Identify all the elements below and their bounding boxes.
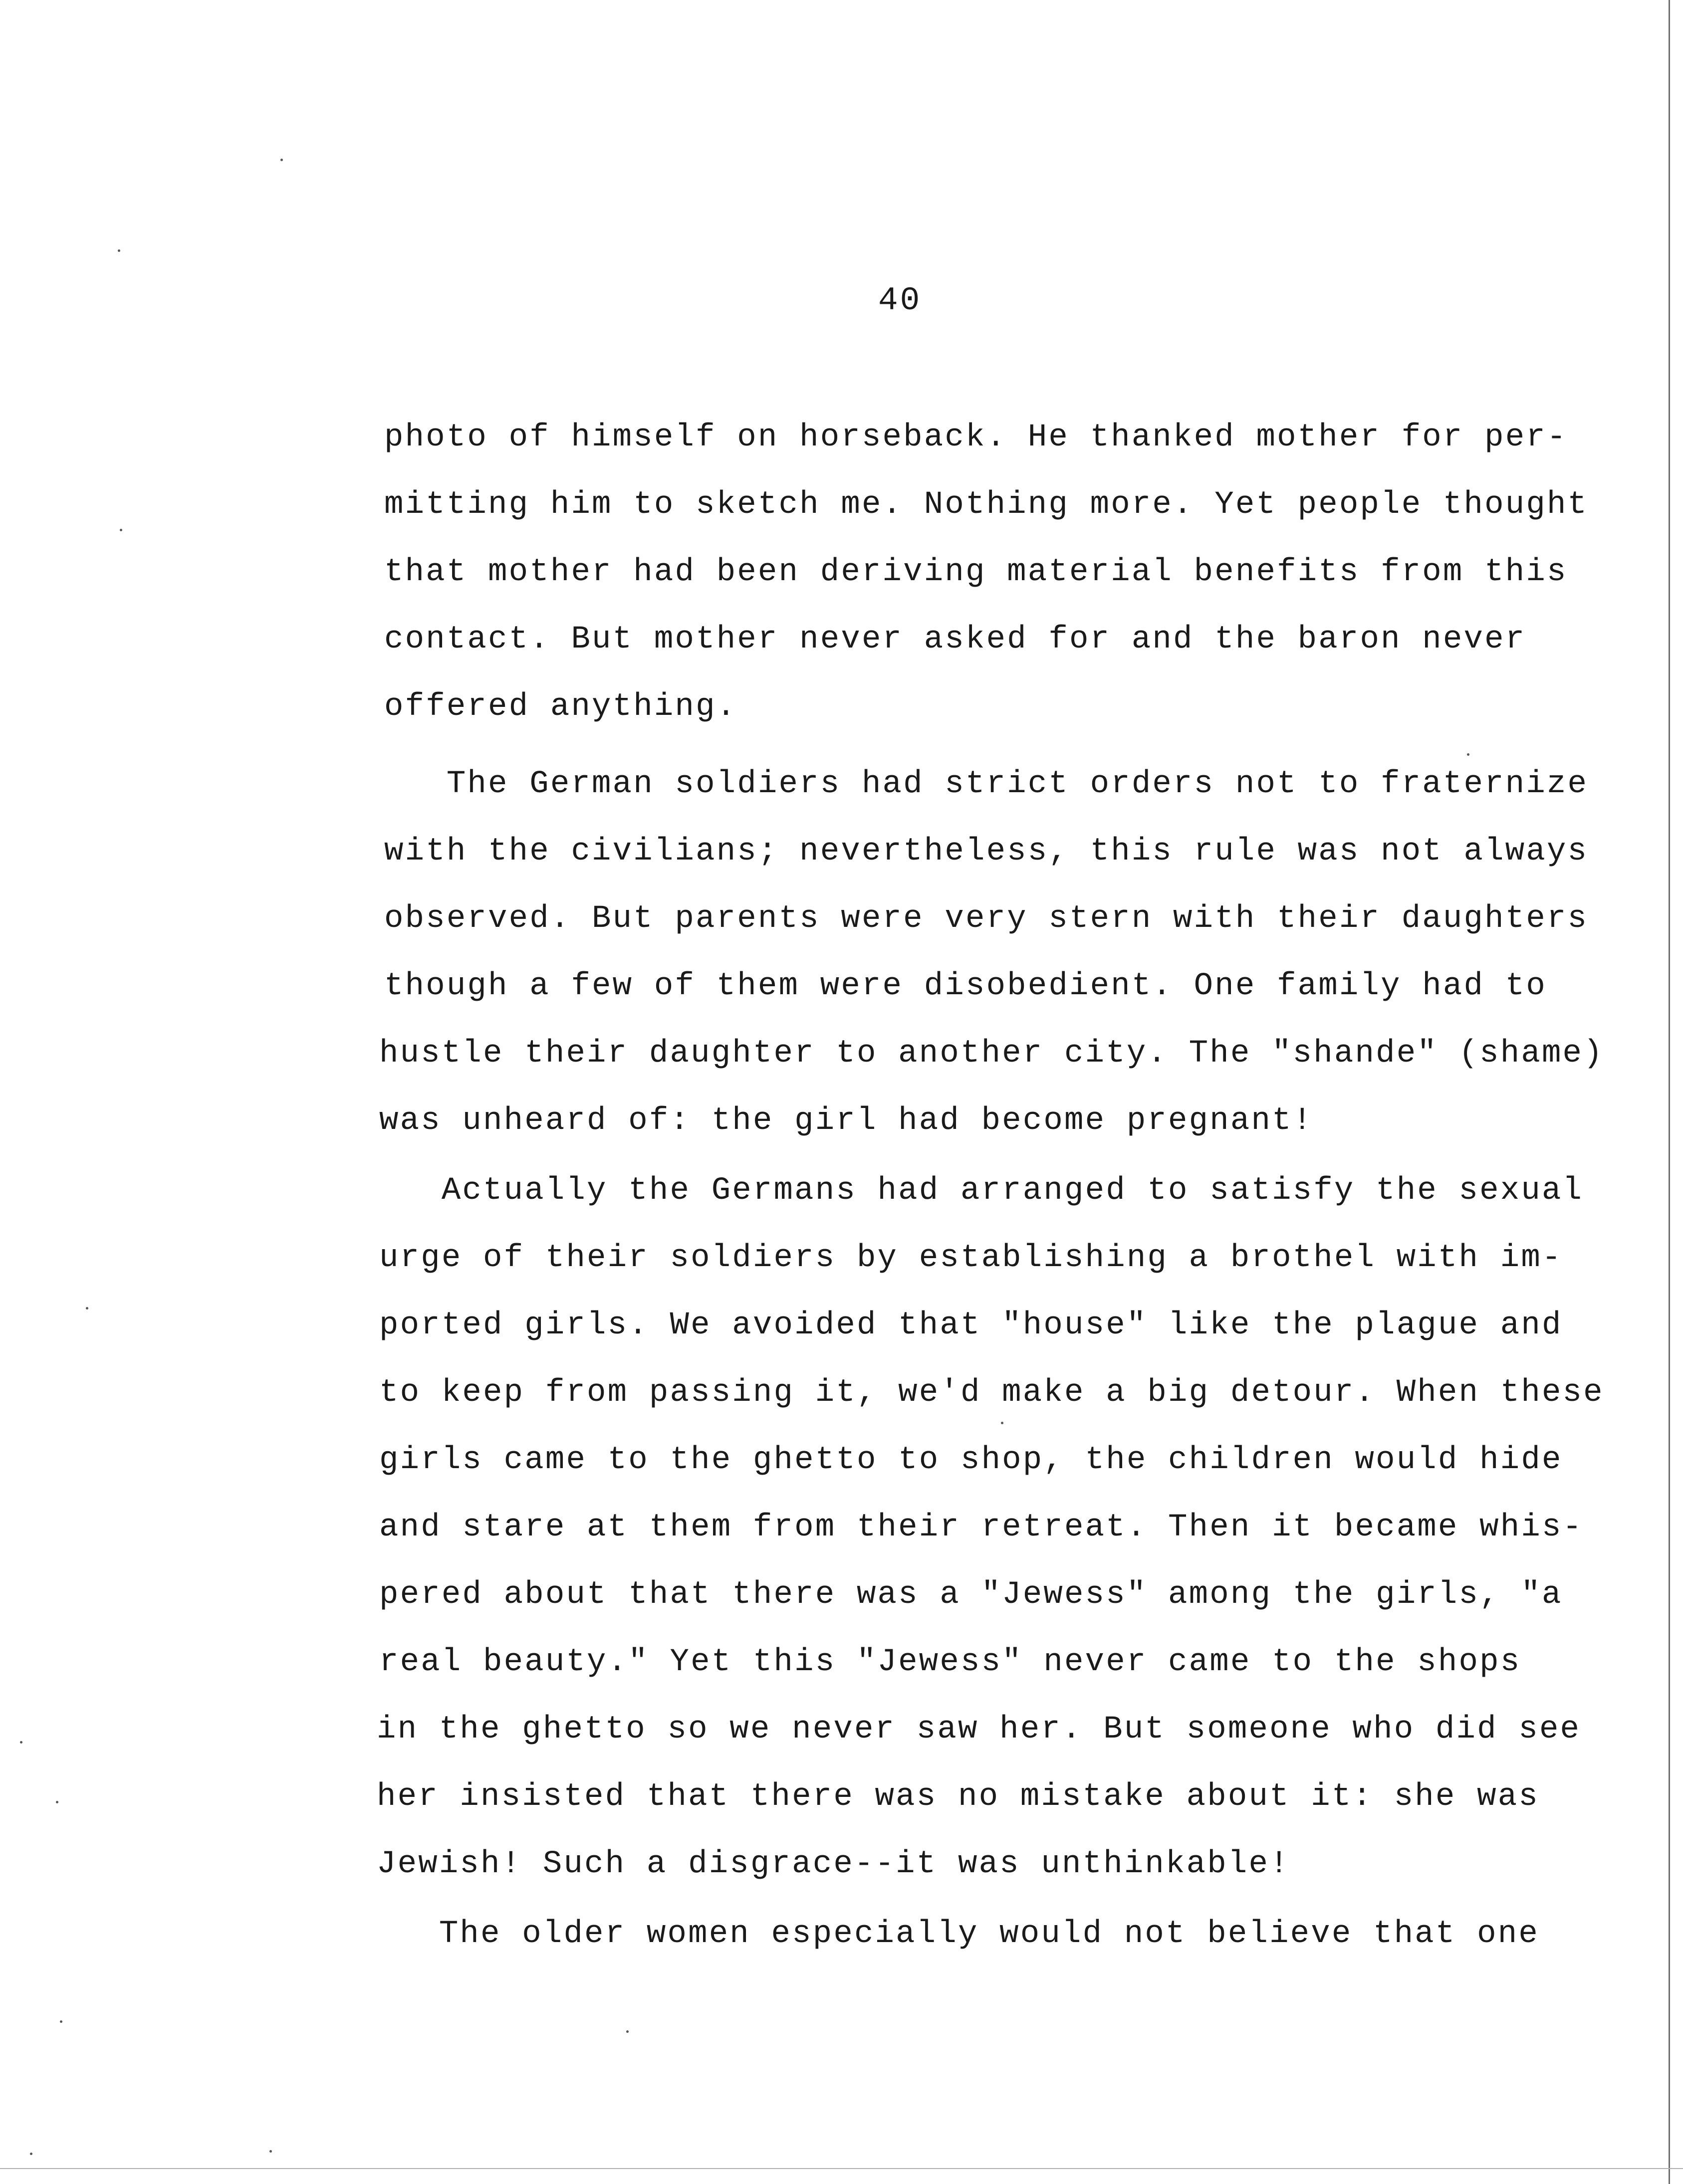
scan-speck [280,159,283,161]
scan-speck [86,1307,88,1310]
text-line: and stare at them from their retreat. Then it became whis- [379,1510,1584,1545]
text-line: to keep from passing it, we'd make a big detour. When these [379,1375,1604,1411]
scan-speck [626,2030,629,2033]
page-bottom-edge [0,2168,1683,2169]
text-line: contact. But mother never asked for and the baron never [384,622,1526,657]
text-line: real beauty." Yet this "Jewess" never came to the shops [379,1644,1521,1680]
text-line: ported girls. We avoided that "house" like the plague and [379,1308,1563,1343]
text-line: photo of himself on horseback. He thanked mother for per- [384,420,1568,455]
paragraph-start-line: The German soldiers had strict orders not to fraternize [384,766,1589,802]
text-line: was unheard of: the girl had become pregnant! [379,1103,1314,1139]
scan-speck [60,2020,62,2023]
text-line: her insisted that there was no mistake about it: she was [377,1779,1539,1815]
text-line: Jewish! Such a disgrace--it was unthinkable! [377,1846,1290,1882]
text-line: observed. But parents were very stern with their daughters [384,901,1589,937]
scan-speck [30,2153,32,2155]
scan-speck [20,1741,22,1744]
paragraph-start-line: Actually the Germans had arranged to satisfy the sexual [379,1173,1584,1209]
page-number: 40 [878,282,922,319]
text-line: hustle their daughter to another city. The "shande" (shame) [379,1036,1604,1072]
text-line: pered about that there was a "Jewess" among the girls, "a [379,1577,1563,1613]
text-line: though a few of them were disobedient. One family had to [384,968,1547,1004]
scan-speck [1001,1422,1003,1424]
text-line: urge of their soldiers by establishing a brothel with im- [379,1240,1563,1276]
scan-speck [269,2150,272,2153]
text-line: in the ghetto so we never saw her. But someone who did see [377,1712,1581,1747]
paragraph-start-line: The older women especially would not believe that one [377,1916,1539,1952]
page-edge-shadow [1669,0,1670,2184]
text-line: girls came to the ghetto to shop, the children would hide [379,1442,1563,1478]
text-line: mitting him to sketch me. Nothing more. Yet people thought [384,487,1589,523]
scan-speck [120,529,122,531]
scan-speck [1467,753,1469,756]
scan-speck [118,249,120,252]
text-line: with the civilians; nevertheless, this rule was not always [384,834,1589,870]
text-line: that mother had been deriving material benefits from this [384,554,1568,590]
scan-speck [56,1801,58,1803]
text-line: offered anything. [384,689,737,725]
